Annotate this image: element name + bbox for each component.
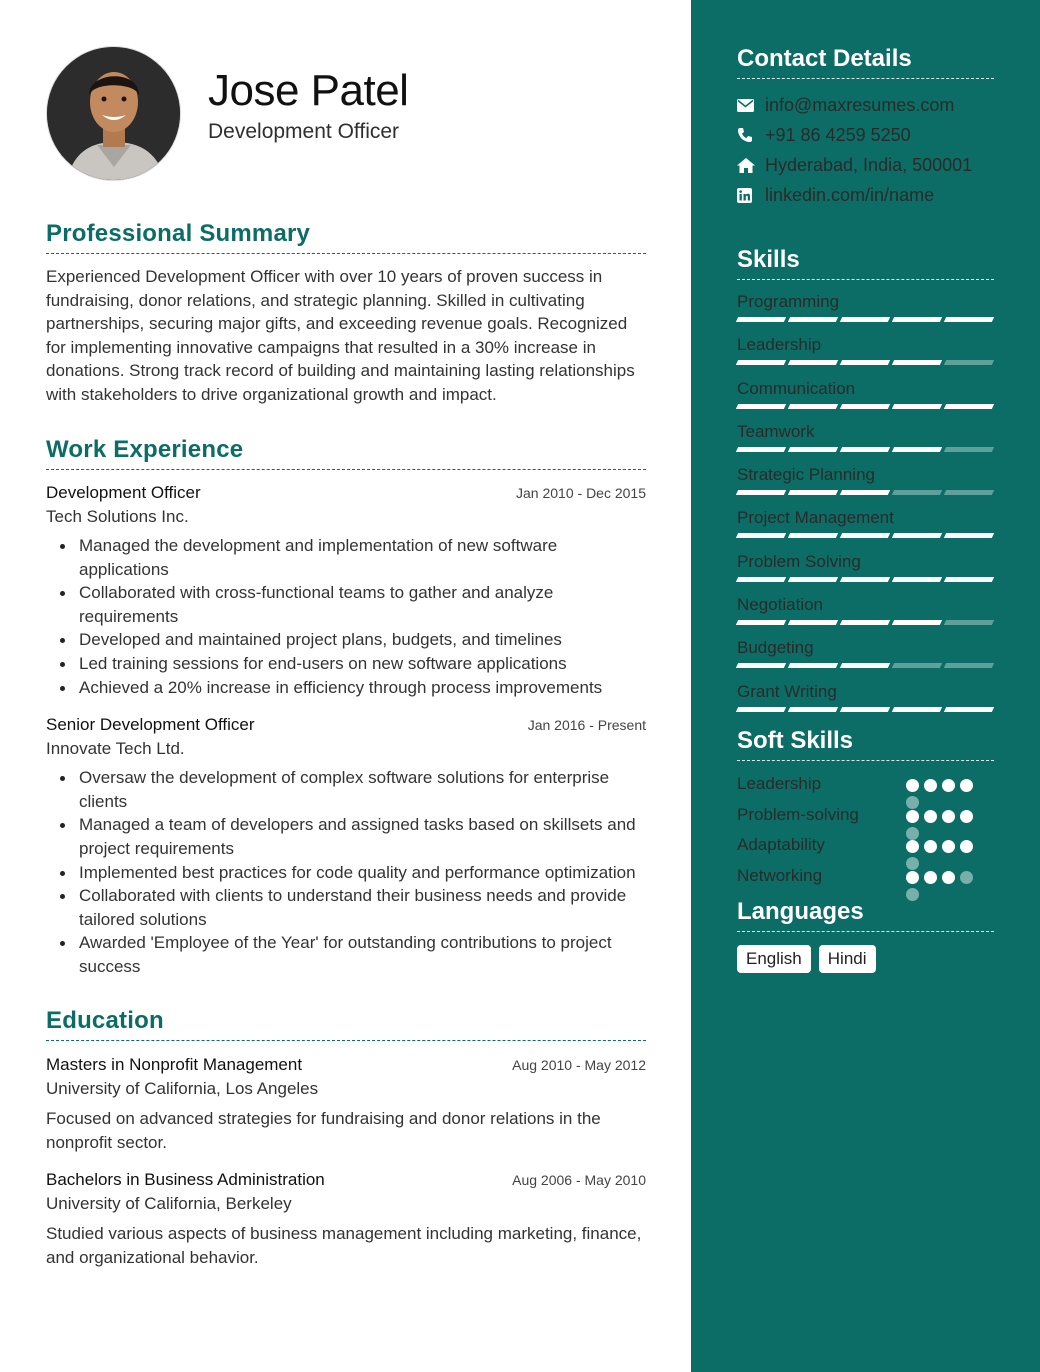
rating-dot <box>906 810 919 823</box>
soft-skill-name: Adaptability <box>737 835 825 854</box>
rating-dot <box>942 810 955 823</box>
soft-skills-list <box>737 770 994 892</box>
rating-dot <box>906 779 919 792</box>
rating-bar <box>736 317 786 322</box>
list-item: Developed and maintained project plans, budgets, and timelines <box>46 628 646 652</box>
rating-bar <box>736 663 786 668</box>
rating-dot <box>924 871 937 884</box>
list-item: Awarded 'Employee of the Year' for outstanding contributions to project success <box>46 931 646 978</box>
skill-rating <box>737 404 993 409</box>
list-item: Implemented best practices for code quality and performance optimization <box>46 861 646 885</box>
rating-bar <box>944 620 994 625</box>
education-description: Focused on advanced strategies for fundraising and donor relations in the nonprofit sector. <box>46 1109 601 1152</box>
rating-bar <box>892 490 942 495</box>
rating-bar <box>944 577 994 582</box>
rating-bar <box>840 317 890 322</box>
home-icon <box>737 158 765 173</box>
summary-text: Experienced Development Officer with over 10 years of proven success in fundraising, donor relations, and strategic planning. Skilled in cultivating partnerships, securing major gifts, and exceeding revenue goals. Recognized for implementing innovative campaigns that resulted in a 30% increase in donations. Strong track record of building and maintaining lasting relationships with stakeholders to drive organizational growth and impact. <box>46 267 635 404</box>
rating-bar <box>892 663 942 668</box>
experience-heading: Work Experience <box>46 436 646 470</box>
rating-bar <box>892 577 942 582</box>
skill-rating <box>737 360 993 365</box>
rating-bar <box>892 447 942 452</box>
rating-bar <box>944 663 994 668</box>
rating-bar <box>788 490 838 495</box>
rating-bar <box>892 707 942 712</box>
rating-dot <box>942 779 955 792</box>
rating-bar <box>788 404 838 409</box>
skill-item <box>737 377 994 420</box>
education-date: Aug 2006 - May 2010 <box>512 1172 646 1189</box>
linkedin-text: linkedin.com/in/name <box>765 184 935 205</box>
languages-section <box>737 898 994 973</box>
rating-dot <box>924 779 937 792</box>
candidate-title: Development Officer <box>208 120 400 143</box>
list-item: Collaborated with cross-functional teams to gather and analyze requirements <box>46 581 646 628</box>
rating-bar <box>736 577 786 582</box>
rating-bar <box>788 317 838 322</box>
rating-bar <box>788 533 838 538</box>
rating-bar <box>944 360 994 365</box>
rating-dot <box>924 810 937 823</box>
education-section <box>46 1007 646 1269</box>
skill-item <box>737 420 994 463</box>
skills-section <box>737 246 994 723</box>
skill-name: Problem Solving <box>737 551 861 571</box>
education-entry <box>46 1170 646 1269</box>
skill-name: Budgeting <box>737 638 814 658</box>
rating-bar <box>944 490 994 495</box>
skills-list <box>737 290 994 723</box>
soft-skill-name: Leadership <box>737 774 822 793</box>
skill-item <box>737 550 994 593</box>
soft-skill-name: Problem-solving <box>737 804 859 824</box>
rating-bar <box>736 490 786 495</box>
rating-bar <box>736 447 786 452</box>
rating-bar <box>944 404 994 409</box>
education-entry <box>46 1055 646 1154</box>
rating-bar <box>736 360 786 365</box>
rating-bar <box>736 533 786 538</box>
soft-skill-item <box>737 862 994 893</box>
skill-rating <box>737 533 993 538</box>
summary-section <box>46 220 646 407</box>
school-name: University of California, Los Angeles <box>46 1079 319 1098</box>
skills-heading: Skills <box>737 246 994 280</box>
soft-skill-item <box>737 801 994 832</box>
skill-item <box>737 593 994 636</box>
rating-bar <box>944 533 994 538</box>
rating-dot <box>960 810 973 823</box>
contact-address <box>737 150 994 180</box>
rating-bar <box>736 707 786 712</box>
contact-heading: Contact Details <box>737 45 994 79</box>
rating-bar <box>892 317 942 322</box>
linkedin-icon <box>737 188 765 203</box>
skill-name: Strategic Planning <box>737 465 875 485</box>
rating-dot <box>960 840 973 853</box>
list-item: Led training sessions for end-users on new software applications <box>46 652 646 676</box>
list-item: Managed the development and implementation of new software applications <box>46 534 646 581</box>
rating-bar <box>840 447 890 452</box>
job-entry <box>46 483 646 699</box>
rating-bar <box>944 317 994 322</box>
rating-dot <box>924 840 937 853</box>
skill-rating <box>737 317 993 322</box>
job-date: Jan 2016 - Present <box>527 717 646 734</box>
education-date: Aug 2010 - May 2012 <box>512 1057 646 1073</box>
skill-name: Programming <box>737 292 840 311</box>
soft-skill-item <box>737 831 994 862</box>
profile-photo <box>46 46 181 181</box>
list-item: Achieved a 20% increase in efficiency through process improvements <box>46 676 646 700</box>
candidate-name: Jose Patel <box>208 66 409 115</box>
rating-bar <box>788 707 838 712</box>
skill-rating <box>737 577 993 582</box>
rating-bar <box>840 620 890 625</box>
skill-item <box>737 636 994 679</box>
skill-name: Teamwork <box>737 421 815 441</box>
rating-bar <box>788 360 838 365</box>
rating-dot <box>960 871 973 884</box>
rating-dot <box>906 871 919 884</box>
rating-bar <box>840 404 890 409</box>
language-chip: Hindi <box>819 945 876 973</box>
address-text: Hyderabad, India, 500001 <box>765 154 973 175</box>
rating-bar <box>788 447 838 452</box>
rating-dot <box>906 840 919 853</box>
phone-icon <box>737 127 765 143</box>
degree-title: Masters in Nonprofit Management <box>46 1055 303 1074</box>
rating-bar <box>840 490 890 495</box>
job-bullets <box>46 766 646 978</box>
skill-item <box>737 333 994 376</box>
skill-rating <box>737 447 993 452</box>
contact-email[interactable] <box>737 90 994 120</box>
skill-item <box>737 463 994 506</box>
rating-bar <box>788 577 838 582</box>
phone-text: +91 86 4259 5250 <box>765 124 911 145</box>
skill-item <box>737 680 994 723</box>
education-description: Studied various aspects of business management including marketing, finance, and organizational behavior. <box>46 1224 642 1267</box>
email-text: info@maxresumes.com <box>765 94 955 115</box>
rating-bar <box>892 404 942 409</box>
job-company: Tech Solutions Inc. <box>46 507 189 526</box>
job-title: Senior Development Officer <box>46 715 255 735</box>
skill-name: Leadership <box>737 335 822 355</box>
soft-skills-heading: Soft Skills <box>737 727 994 761</box>
contact-linkedin[interactable] <box>737 180 994 210</box>
rating-bar <box>840 707 890 712</box>
rating-bar <box>944 707 994 712</box>
skill-item <box>737 506 994 549</box>
language-chip: English <box>737 945 811 973</box>
list-item: Oversaw the development of complex software solutions for enterprise clients <box>46 766 646 813</box>
job-bullets <box>46 534 646 699</box>
job-date: Jan 2010 - Dec 2015 <box>516 485 646 501</box>
degree-title: Bachelors in Business Administration <box>46 1170 325 1190</box>
soft-skills-section <box>737 727 994 892</box>
list-item: Collaborated with clients to understand their business needs and provide tailored solutions <box>46 884 646 931</box>
rating-bar <box>840 533 890 538</box>
rating-bar <box>788 620 838 625</box>
skill-name: Communication <box>737 378 856 398</box>
skill-name: Negotiation <box>737 595 824 615</box>
skill-rating <box>737 490 993 495</box>
school-name: University of California, Berkeley <box>46 1194 292 1214</box>
soft-skill-item <box>737 770 994 801</box>
contact-phone[interactable] <box>737 120 994 150</box>
education-heading: Education <box>46 1007 646 1041</box>
skill-name: Grant Writing <box>737 681 837 701</box>
skill-rating <box>737 707 993 712</box>
soft-skill-rating <box>906 871 986 901</box>
job-entry <box>46 715 646 978</box>
envelope-icon <box>737 99 765 112</box>
list-item: Managed a team of developers and assigned tasks based on skillsets and project requirements <box>46 813 646 860</box>
rating-bar <box>736 620 786 625</box>
rating-bar <box>840 663 890 668</box>
rating-bar <box>840 577 890 582</box>
contact-section <box>737 45 994 210</box>
rating-dot <box>942 871 955 884</box>
skill-rating <box>737 620 993 625</box>
rating-bar <box>892 620 942 625</box>
skill-item <box>737 290 994 333</box>
rating-bar <box>892 360 942 365</box>
rating-dot <box>960 779 973 792</box>
rating-bar <box>892 533 942 538</box>
experience-section <box>46 436 646 979</box>
rating-bar <box>788 663 838 668</box>
job-title: Development Officer <box>46 483 201 502</box>
skill-rating <box>737 663 993 668</box>
rating-bar <box>840 360 890 365</box>
soft-skill-name: Networking <box>737 865 823 885</box>
rating-dot <box>942 840 955 853</box>
job-company: Innovate Tech Ltd. <box>46 739 185 759</box>
rating-bar <box>736 404 786 409</box>
skill-name: Project Management <box>737 508 894 528</box>
languages-heading: Languages <box>737 898 994 932</box>
summary-heading: Professional Summary <box>46 220 646 254</box>
languages-list <box>737 945 994 973</box>
rating-bar <box>944 447 994 452</box>
